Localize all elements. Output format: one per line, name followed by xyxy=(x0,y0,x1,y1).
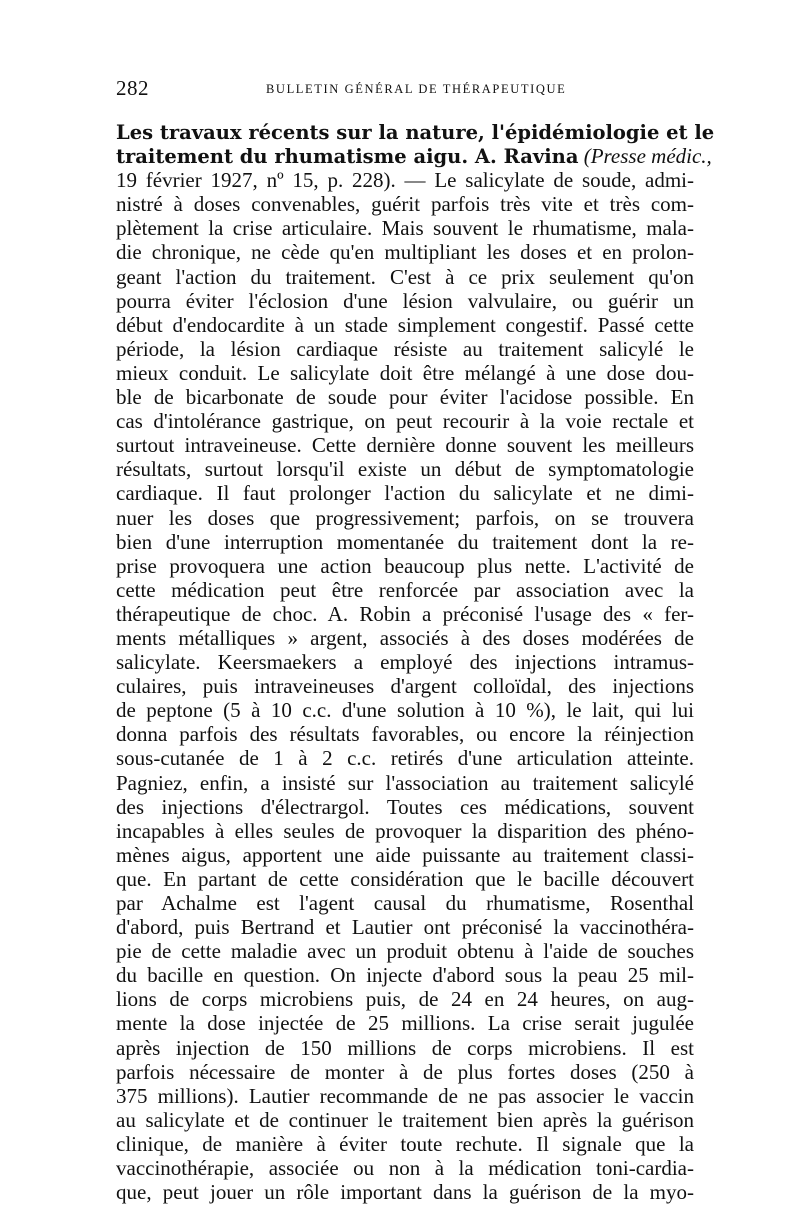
text-line: cette médication peut être renforcée par association avec la xyxy=(116,577,694,602)
text-line: sous-cutanée de 1 à 2 c.c. retirés d'une articulation atteinte. xyxy=(116,746,694,771)
text-line: plètement la crise articulaire. Mais souvent le rhumatisme, mala- xyxy=(116,216,694,241)
text-line: pie de cette maladie avec un produit obtenu à l'aide de souches xyxy=(116,939,694,964)
article-body xyxy=(116,120,715,1205)
text-line: thérapeutique de choc. A. Robin a préconisé l'usage des « fer- xyxy=(116,601,694,626)
text-line: die chronique, ne cède qu'en multipliant les doses et en prolon- xyxy=(116,240,694,265)
text-line: salicylate. Keersmaekers a employé des injections intramus- xyxy=(116,650,694,675)
text-line: que. En partant de cette considération que le bacille découvert xyxy=(116,866,694,891)
text-line: cas d'intolérance gastrique, on peut recourir à la voie rectale et xyxy=(116,409,694,434)
text-line: cardiaque. Il faut prolonger l'action du salicylate et ne dimi- xyxy=(116,481,694,506)
text-line: bien d'une interruption momentanée du traitement dont la re- xyxy=(116,529,694,554)
page-number: 282 xyxy=(116,76,149,100)
text-line: de peptone (5 à 10 c.c. d'une solution à 10 %), le lait, qui lui xyxy=(116,698,694,723)
citation-source: (Presse médic., xyxy=(583,144,712,169)
article-title: Les travaux récents sur la nature, l'épidémiologie et le xyxy=(116,121,715,144)
article-title-line xyxy=(116,144,712,169)
text-line: ble de bicarbonate de soude pour éviter l'acidose possible. En xyxy=(116,385,694,410)
article-title-line xyxy=(116,120,715,144)
text-line: vaccinothérapie, associée ou non à la médication toni-cardia- xyxy=(116,1156,694,1181)
text-line: geant l'action du traitement. C'est à ce prix seulement qu'on xyxy=(116,264,694,289)
text-line: pourra éviter l'éclosion d'une lésion valvulaire, ou guérir un xyxy=(116,288,694,313)
text-line: clinique, de manière à éviter toute rechute. Il signale que la xyxy=(116,1131,694,1156)
text-line: 375 millions). Lautier recommande de ne pas associer le vaccin xyxy=(116,1083,694,1108)
text-line: prise provoquera une action beaucoup plus nette. L'activité de xyxy=(116,553,694,578)
text-line: par Achalme est l'agent causal du rhumatisme, Rosenthal xyxy=(116,891,694,915)
text-line: surtout intraveineuse. Cette dernière donne souvent les meilleurs xyxy=(116,433,694,458)
text-line: des injections d'électrargol. Toutes ces médications, souvent xyxy=(116,794,694,819)
text-line: incapables à elles seules de provoquer la disparition des phéno- xyxy=(116,818,694,843)
text-line: du bacille en question. On injecte d'abord sous la peau 25 mil- xyxy=(116,963,694,988)
text-line: mente la dose injectée de 25 millions. La crise serait jugulée xyxy=(116,1011,694,1036)
article-title-continued: traitement du rhumatisme aigu. A. Ravina xyxy=(116,145,579,169)
text-line: que, peut jouer un rôle important dans la guérison de la myo- xyxy=(116,1180,694,1205)
article-text xyxy=(116,168,694,1204)
journal-title: BULLETIN GÉNÉRAL DE THÉRAPEUTIQUE xyxy=(266,82,567,96)
text-line: début d'endocardite à un stade simplement congestif. Passé cette xyxy=(116,312,694,337)
text-line: Pagniez, enfin, a insisté sur l'association au traitement salicylé xyxy=(116,770,694,795)
text-line: nistré à doses convenables, guérit parfois très vite et très com- xyxy=(116,192,694,217)
text-line: mieux conduit. Le salicylate doit être mélangé à une dose dou- xyxy=(116,360,694,385)
text-line: mènes aigus, apportent une aide puissante au traitement classi- xyxy=(116,842,694,867)
text-line: nuer les doses que progressivement; parfois, on se trouvera xyxy=(116,505,694,530)
text-line: 19 février 1927, nº 15, p. 228). — Le salicylate de soude, admi- xyxy=(116,168,694,193)
text-line: ments métalliques » argent, associés à des doses modérées de xyxy=(116,625,694,650)
text-line: au salicylate et de continuer le traitement bien après la guérison xyxy=(116,1107,694,1132)
text-line: résultats, surtout lorsqu'il existe un début de symptomatologie xyxy=(116,457,694,482)
text-line: lions de corps microbiens puis, de 24 en 24 heures, on aug- xyxy=(116,987,694,1012)
text-line: culaires, puis intraveineuses d'argent colloïdal, des injections xyxy=(116,674,694,699)
text-line: parfois nécessaire de monter à de plus fortes doses (250 à xyxy=(116,1059,694,1084)
running-header xyxy=(116,76,696,100)
text-line: période, la lésion cardiaque résiste au traitement salicylé le xyxy=(116,336,694,361)
text-line: donna parfois des résultats favorables, ou encore la réinjection xyxy=(116,722,694,747)
text-line: d'abord, puis Bertrand et Lautier ont préconisé la vaccinothéra- xyxy=(116,915,694,940)
text-line: après injection de 150 millions de corps microbiens. Il est xyxy=(116,1035,694,1060)
